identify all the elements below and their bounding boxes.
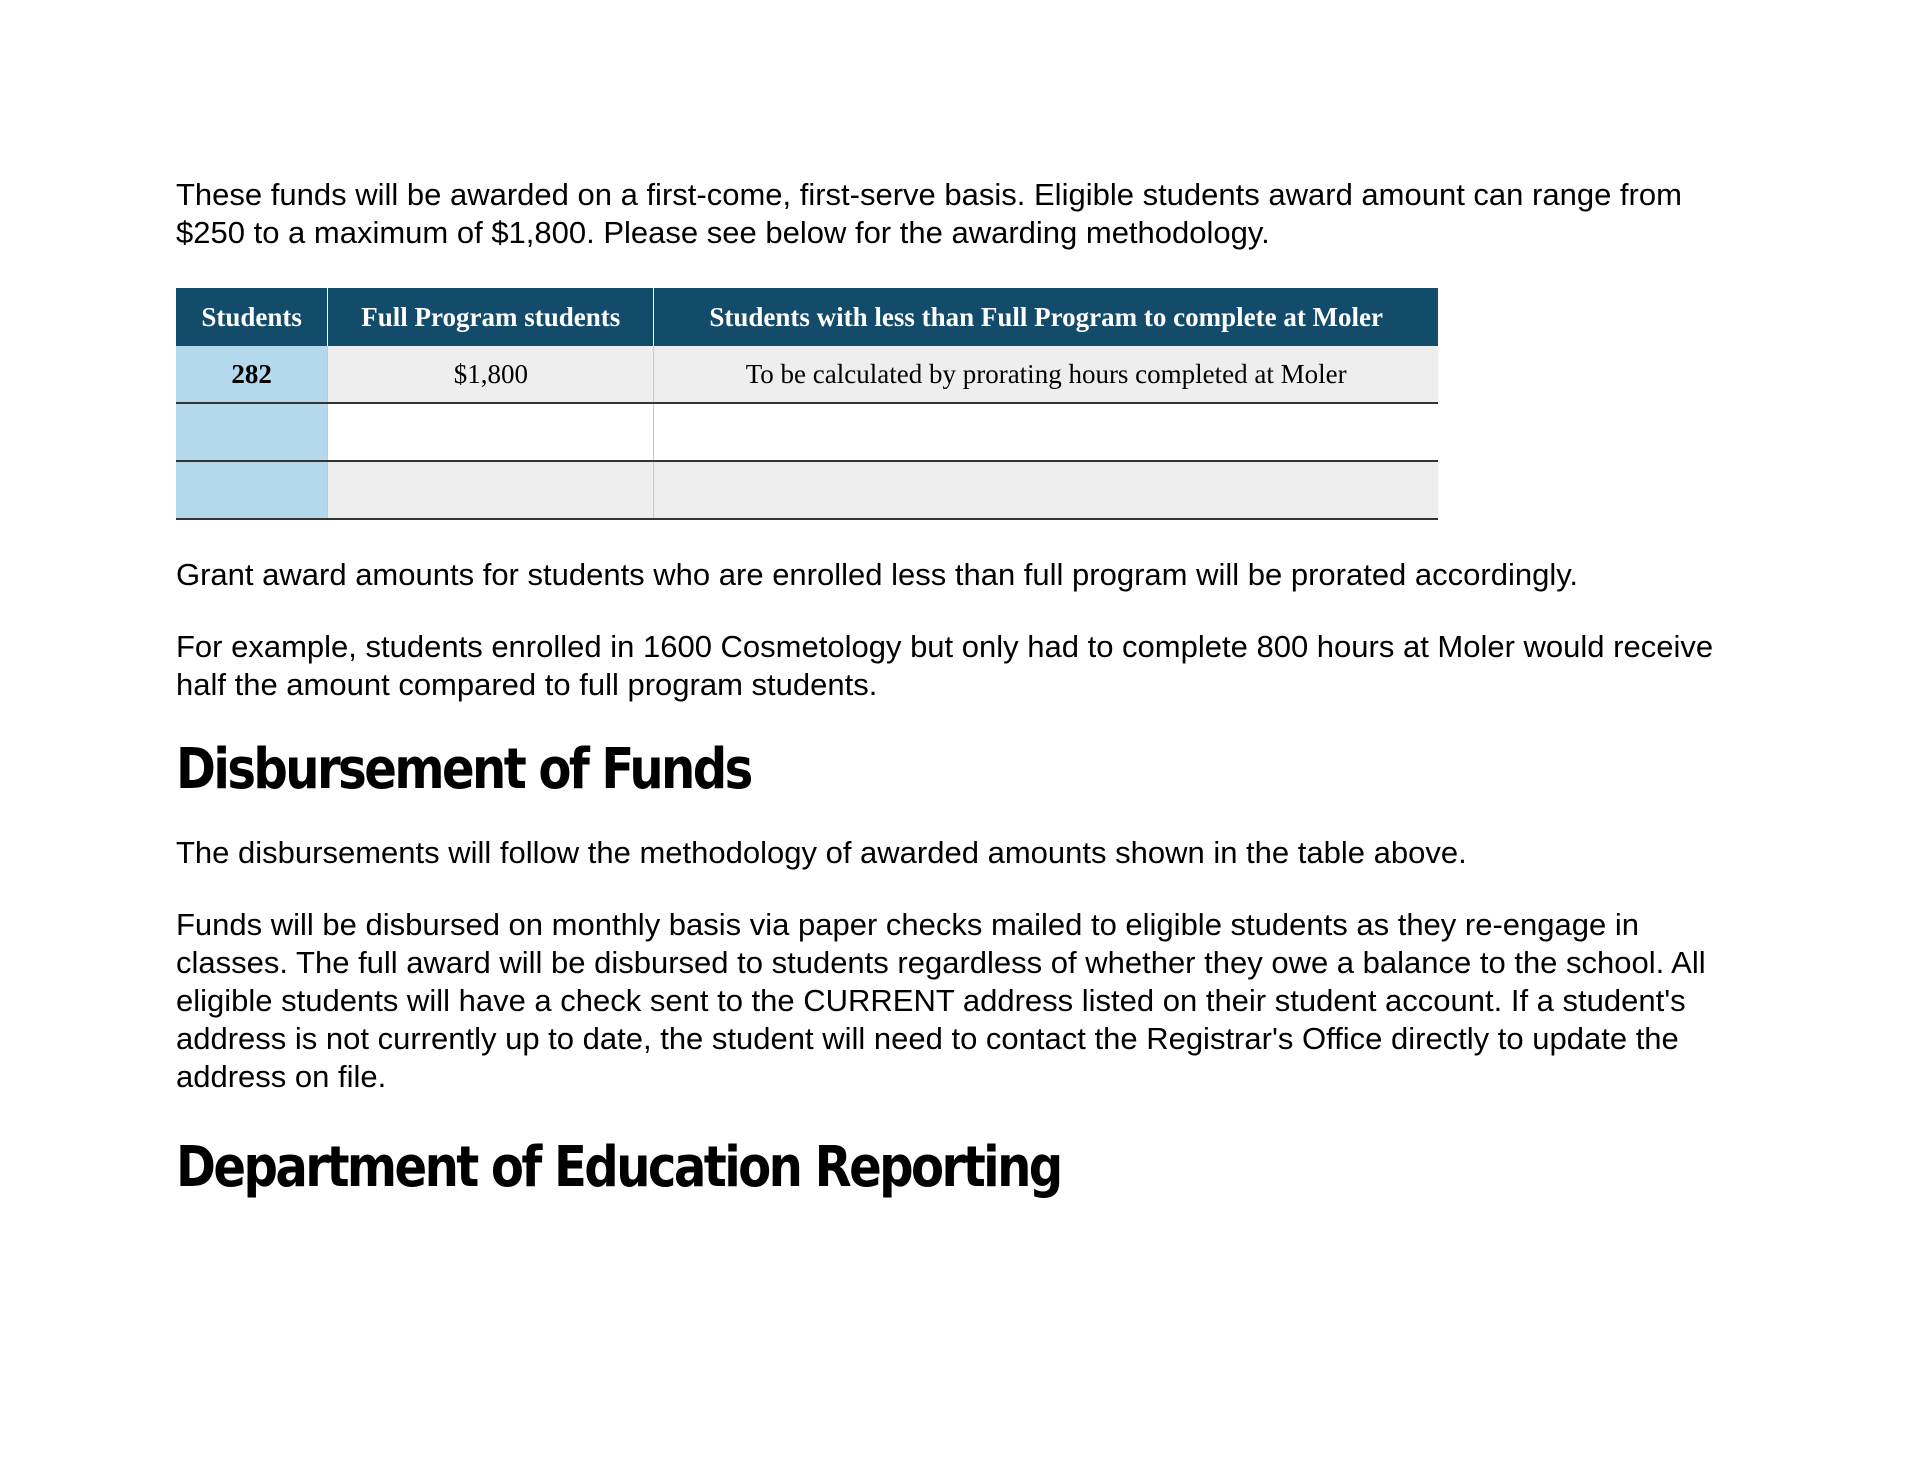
prorated-note-cell	[654, 403, 1438, 461]
disbursement-paragraph-2: Funds will be disbursed on monthly basis via paper checks mailed to eligible students as they re-engage in classes. The full award will be disbursed to students regardless of whether they owe a balance to the school. All eligible students will have a check sent to the CURRENT address listed on their student account. If a student's address is not currently up to date, the student will need to contact the Registrar's Office directly to update the address on file.	[176, 907, 1706, 1094]
prorate-paragraph: Grant award amounts for students who are enrolled less than full program will be prorated accordingly.	[176, 557, 1579, 592]
table-row	[176, 461, 1438, 519]
table-header-row	[176, 288, 1438, 346]
header-full-program: Full Program students	[328, 288, 654, 346]
full-program-amount-cell: $1,800	[328, 346, 654, 403]
students-count-cell	[176, 403, 328, 461]
table-row	[176, 403, 1438, 461]
award-table-wrapper	[176, 288, 1756, 520]
disbursement-heading: Disbursement of Funds	[176, 737, 751, 802]
disbursement-paragraph-1: The disbursements will follow the methodology of awarded amounts shown in the table above.	[176, 835, 1467, 870]
award-methodology-table	[176, 288, 1438, 520]
header-less-than-full: Students with less than Full Program to complete at Moler	[654, 288, 1438, 346]
students-count-cell	[176, 461, 328, 519]
table-row	[176, 346, 1438, 403]
full-program-amount-cell	[328, 461, 654, 519]
document-page	[176, 176, 1756, 1200]
intro-paragraph: These funds will be awarded on a first-come, first-serve basis. Eligible students award amount can range from $250 to a maximum of $1,800. Please see below for the awarding methodology.	[176, 177, 1682, 250]
header-students: Students	[176, 288, 328, 346]
example-paragraph: For example, students enrolled in 1600 Cosmetology but only had to complete 800 hours at Moler would receive half the amount compared to full program students.	[176, 629, 1714, 702]
prorated-note-cell	[654, 461, 1438, 519]
students-count-cell: 282	[176, 346, 328, 403]
full-program-amount-cell	[328, 403, 654, 461]
reporting-heading: Department of Education Reporting	[176, 1135, 1061, 1200]
prorated-note-cell: To be calculated by prorating hours completed at Moler	[654, 346, 1438, 403]
